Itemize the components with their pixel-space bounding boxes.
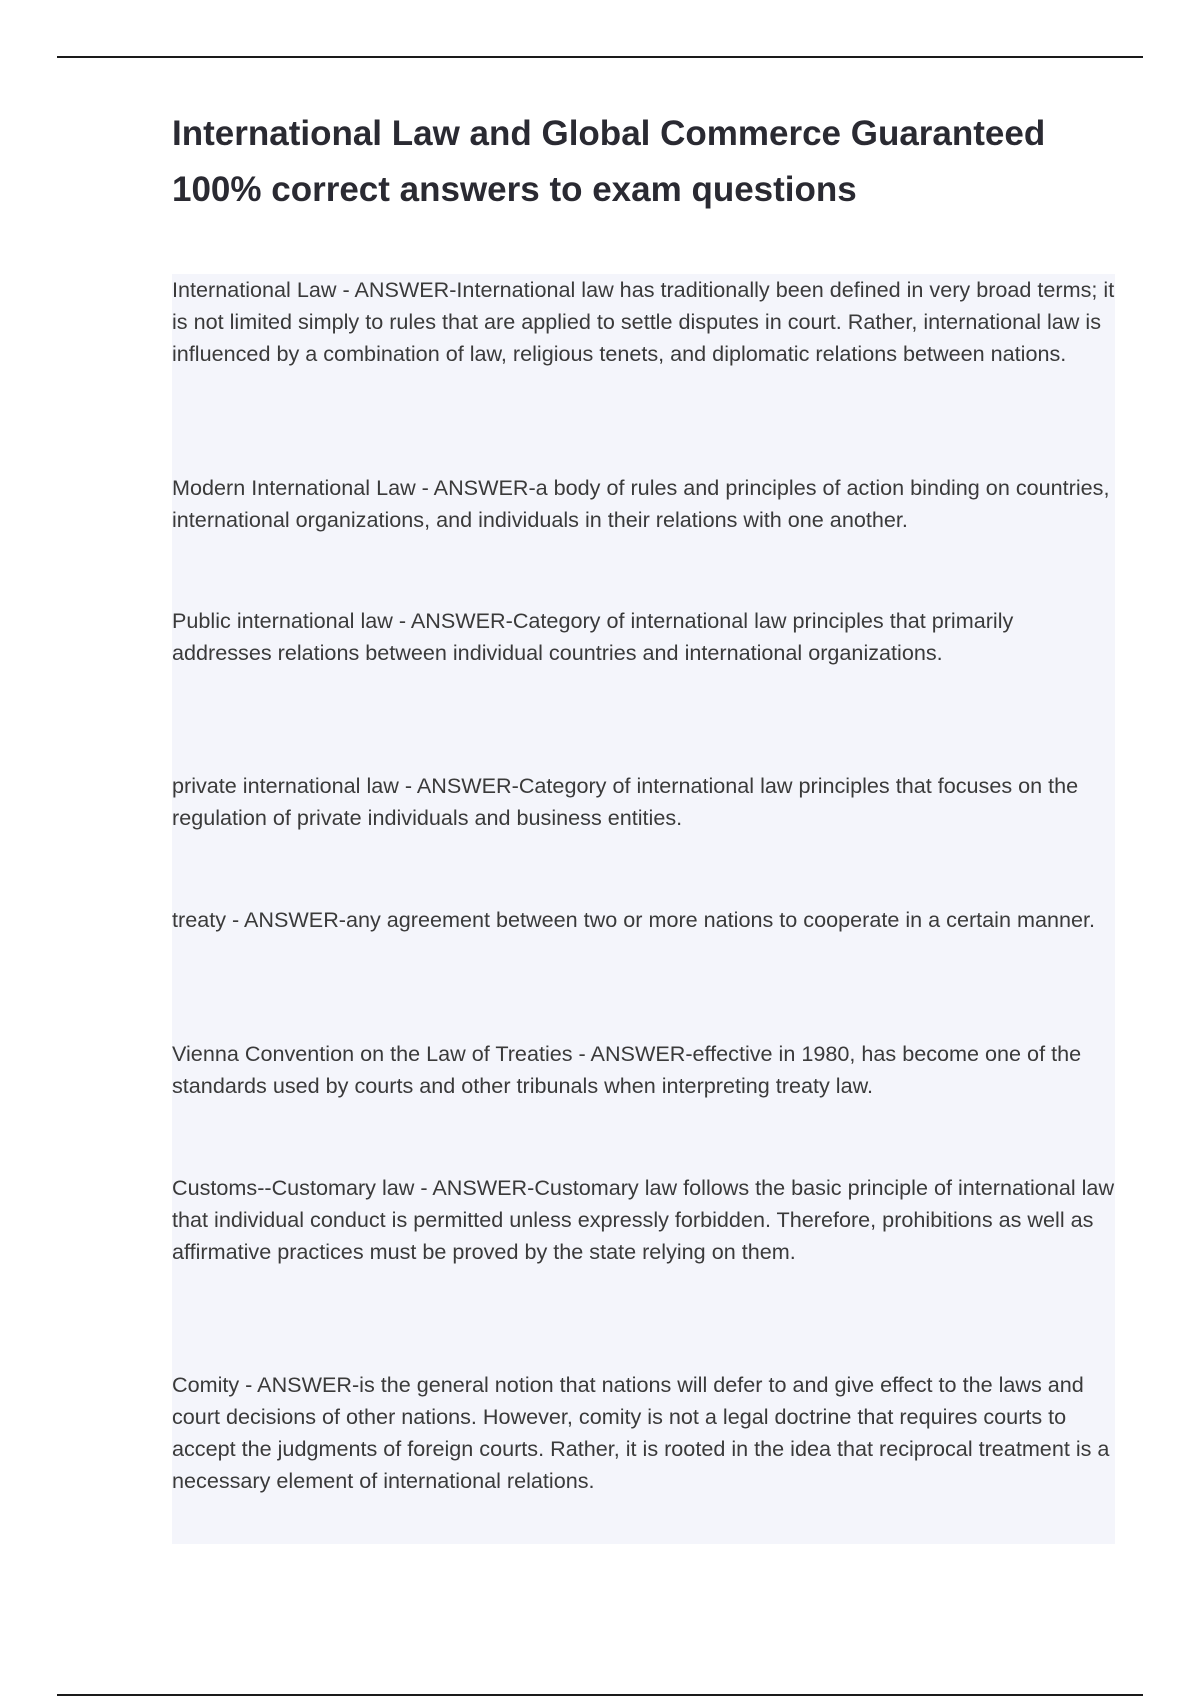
qa-item-modern-international-law: Modern International Law - ANSWER-a body of rules and principles of action binding on countries, international organizations, and individuals in their relations with one another. <box>172 475 1110 532</box>
page-title: International Law and Global Commerce Guaranteed 100% correct answers to exam questions <box>172 114 1046 209</box>
qa-item-private-international-law: private international law - ANSWER-Category of international law principles that focuses on the regulation of private individuals and business entities. <box>172 773 1079 830</box>
qa-item-public-international-law: Public international law - ANSWER-Category of international law principles that primarily addresses relations between individual countries and international organizations. <box>172 608 1014 665</box>
qa-item-treaty: treaty - ANSWER-any agreement between two or more nations to cooperate in a certain manner. <box>172 907 1095 932</box>
top-divider <box>57 56 1143 58</box>
qa-item-customary-law: Customs--Customary law - ANSWER-Customary law follows the basic principle of international law that individual conduct is permitted unless expressly forbidden. Therefore, prohibitions as well as affirmative practices must be proved by the state relying on them. <box>172 1175 1115 1264</box>
qa-item-vienna-convention: Vienna Convention on the Law of Treaties - ANSWER-effective in 1980, has become one of the standards used by courts and other tribunals when interpreting treaty law. <box>172 1041 1082 1098</box>
qa-item-international-law: International Law - ANSWER-International law has traditionally been defined in very broad terms; it is not limited simply to rules that are applied to settle disputes in court. Rather, international law is influenced by a combination of law, religious tenets, and diplomatic relations between nations. <box>172 277 1115 366</box>
qa-item-comity: Comity - ANSWER-is the general notion that nations will defer to and give effect to the laws and court decisions of other nations. However, comity is not a legal doctrine that requires courts to accept the judgments of foreign courts. Rather, it is rooted in the idea that reciprocal treatment is a necessary element of international relations. <box>172 1372 1110 1493</box>
bottom-divider <box>57 1694 1143 1696</box>
